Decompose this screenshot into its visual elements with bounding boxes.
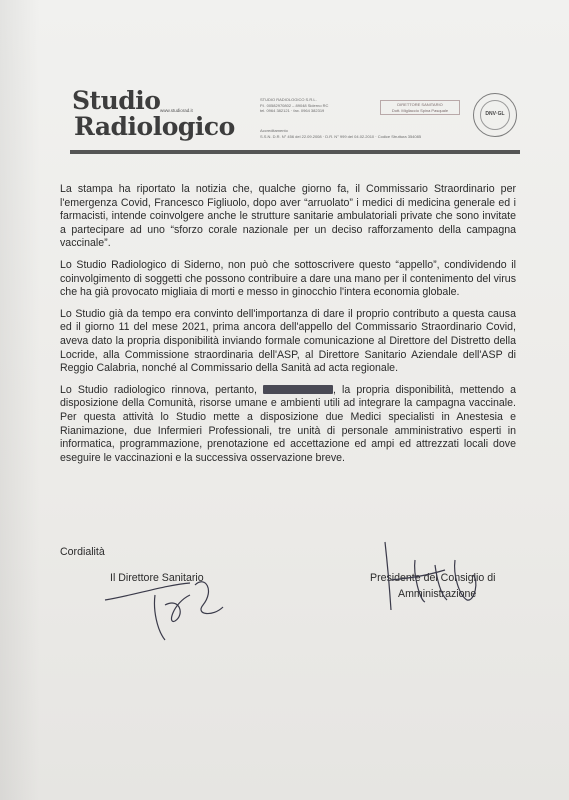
signature-label-director: Il Direttore Sanitario	[110, 572, 204, 584]
paragraph-4-start: Lo Studio radiologico rinnova, pertanto,	[60, 383, 257, 396]
director-signature	[95, 555, 235, 645]
accreditation-info	[260, 128, 470, 139]
signature-label-president-line2: Amministrazione	[398, 588, 477, 600]
signature-label-president-line1: Presidente del Consiglio di	[370, 572, 496, 584]
paragraph-3: Lo Studio già da tempo era convinto dell'importanza di dare il proprio contributo a questa causa ed il giorno 11 del mese 2021, prima ancora dell'appello del Commissario Straordinario Covid, aveva dato la propria disponibilità inviando formale comunicazione al Direttore del Distretto della Locride, alla Commissione straordinaria dell'ASP, al Direttore Sanitario Aziendale dell'ASP di Reggio Calabria, nonché al Commissario della Sanità ad acta regionale.	[60, 307, 516, 375]
company-info	[260, 97, 370, 114]
logo-website: www.studiorad.it	[160, 108, 193, 113]
redaction-mark	[263, 385, 333, 394]
company-line: tel. 0964 382121 · fax. 0964 382319	[260, 108, 325, 113]
paragraph-2: Lo Studio Radiologico di Siderno, non può che sottoscrivere questo “appello”, condividendo il coinvolgimento di soggetti che possono contribuire a dare una mano per il contenimento del virus che ha già provocato migliaia di morti e messo in ginocchio l'intera economia globale.	[60, 258, 516, 299]
director-name: Dott. Migliaccio Spina Pasquale	[391, 107, 449, 113]
logo-line-2: Radiologico	[74, 112, 235, 141]
accreditation-label: Accreditamento	[260, 128, 288, 133]
closing-salutation: Cordialità	[60, 546, 105, 558]
company-line: STUDIO RADIOLOGICO S.R.L.	[260, 97, 317, 102]
certification-seal	[473, 93, 517, 137]
president-signature	[375, 540, 495, 620]
header-rule	[70, 150, 520, 154]
company-line: P.I. 00582970802 – 89048 Siderno RC	[260, 102, 329, 108]
paragraph-4	[60, 384, 516, 466]
letter-body	[60, 183, 516, 473]
studio-logo	[72, 86, 235, 150]
director-title: DIRETTORE SANITARIO	[397, 102, 443, 107]
page-shadow	[0, 0, 40, 800]
logo-line-1: Studio	[72, 86, 161, 115]
seal-text: DNV·GL	[485, 111, 505, 117]
director-box	[380, 100, 460, 115]
paragraph-1: La stampa ha riportato la notizia che, qualche giorno fa, il Commissario Straordinario per l'emergenza Covid, Francesco Figliuolo, dopo aver “arruolato” i medici di medicina generale ed i farmacisti, intende coinvolgere anche le strutture sanitarie ambulatoriali private che sono invitate a partecipare ad uno “sforzo corale nazionale per un deciso rafforzamento della campagna vaccinale”.	[60, 183, 516, 250]
accreditation-line: S.S.N. D.R. N° 456 del 22.09.2008 · D.R. N° 999 del 04.02.2010 · Codice Struttura 354085	[260, 133, 422, 139]
director-box-frame	[380, 100, 460, 115]
paragraph-4-end: , la propria disponibilità, mettendo a disposizione della Comunità, risorse umane e ambienti utili ad integrare la campagna vaccinale. Per questa attività lo Studio mette a disposizione due Medici specialisti in Anestesia e Rianimazione, due Infermieri Professionali, tre unità di personale amministrativo esperti in informatica, programmazione, prenotazione ed accettazione ed ampi ed attrezzati locali dove eseguire le vaccinazioni e la successiva osservazione breve.	[60, 383, 516, 464]
